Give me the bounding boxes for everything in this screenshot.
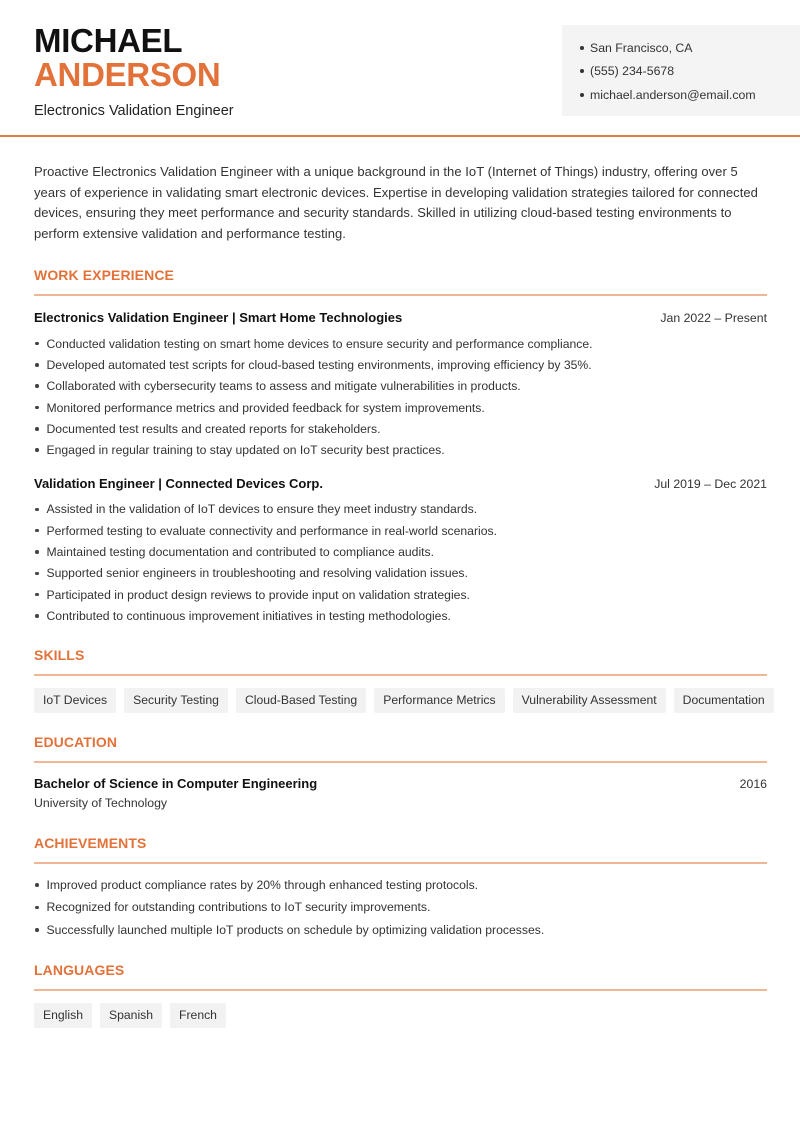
section-title: ACHIEVEMENTS (34, 834, 147, 851)
list-item (34, 563, 767, 584)
job-title: Electronics Validation Engineer (34, 103, 234, 119)
list-item (34, 605, 767, 626)
bullet-icon (580, 46, 584, 50)
bullet-icon (35, 928, 39, 932)
skill-chip: Cloud-Based Testing (236, 688, 366, 713)
list-item (34, 520, 767, 541)
bullet-text: Assisted in the validation of IoT devices to ensure they meet industry standards. (46, 502, 478, 517)
section-education (34, 733, 767, 810)
list-item (34, 333, 767, 354)
job-header (34, 475, 767, 493)
achievement-text: Improved product compliance rates by 20% through enhanced testing protocols. (46, 877, 479, 892)
language-chip: English (34, 1003, 92, 1028)
bullet-text: Participated in product design reviews to provide input on validation strategies. (46, 587, 470, 602)
section-divider (34, 674, 767, 676)
section-title: WORK EXPERIENCE (34, 267, 174, 283)
bullet-text: Contributed to continuous improvement initiatives in testing methodologies. (46, 608, 451, 623)
skill-chip: Performance Metrics (374, 688, 504, 713)
list-item (34, 418, 767, 439)
skill-chip: Vulnerability Assessment (513, 688, 666, 713)
section-divider (34, 989, 767, 991)
contact-box (562, 25, 800, 116)
graduation-year: 2016 (739, 776, 767, 791)
list-item (34, 354, 767, 375)
phone-text: (555) 234-5678 (590, 64, 675, 79)
list-item (34, 499, 767, 520)
section-title: LANGUAGES (34, 962, 125, 979)
language-chip: Spanish (100, 1003, 162, 1028)
section-divider (34, 761, 767, 763)
bullet-text: Supported senior engineers in troubleshooting and resolving validation issues. (46, 566, 468, 581)
skills-list (34, 688, 767, 713)
list-item (34, 874, 767, 897)
resume-body (34, 162, 767, 1028)
languages-list (34, 1003, 767, 1028)
name-block (34, 24, 234, 120)
bullet-text: Developed automated test scripts for cloud-based testing environments, improving efficiency by 35%. (46, 357, 592, 372)
bullet-icon (35, 363, 39, 367)
bullet-icon (35, 427, 39, 431)
list-item (34, 439, 767, 460)
bullet-icon (35, 384, 39, 388)
list-item (34, 896, 767, 919)
bullet-text: Maintained testing documentation and contributed to compliance audits. (46, 545, 435, 560)
email-text: michael.anderson@email.com (590, 87, 756, 102)
achievement-text: Successfully launched multiple IoT products on schedule by optimizing validation processes. (46, 922, 545, 937)
achievement-text: Recognized for outstanding contributions to IoT security improvements. (46, 900, 431, 915)
bullet-icon (35, 572, 39, 576)
bullet-text: Monitored performance metrics and provided feedback for system improvements. (46, 400, 485, 415)
list-item (34, 919, 767, 942)
contact-phone (580, 60, 800, 84)
last-name: ANDERSON (34, 56, 221, 93)
job-dates: Jan 2022 – Present (660, 311, 767, 325)
bullet-text: Documented test results and created reports for stakeholders. (46, 421, 381, 436)
job-bullets (34, 499, 767, 627)
list-item (34, 584, 767, 605)
bullet-icon (35, 448, 39, 452)
section-skills (34, 646, 767, 713)
section-languages (34, 961, 767, 1028)
bullet-icon (580, 93, 584, 97)
skill-chip: Security Testing (124, 688, 228, 713)
school: University of Technology (34, 795, 168, 810)
bullet-text: Engaged in regular training to stay updated on IoT security best practices. (46, 443, 445, 458)
language-chip: French (170, 1003, 226, 1028)
bullet-icon (35, 342, 39, 346)
bullet-icon (35, 508, 39, 512)
bullet-icon (35, 550, 39, 554)
bullet-icon (35, 529, 39, 533)
section-divider (34, 294, 767, 296)
skill-chip: IoT Devices (34, 688, 116, 713)
section-title: EDUCATION (34, 733, 118, 750)
resume-header (0, 0, 800, 137)
bullet-icon (35, 883, 39, 887)
section-work-experience (34, 266, 767, 627)
bullet-icon (35, 593, 39, 597)
degree: Bachelor of Science in Computer Engineering (34, 775, 318, 791)
summary: Proactive Electronics Validation Engineer with a unique background in the IoT (Internet of Things) industry, offering over 5 years of experience in validating smart electronic devices. Expertise in developing validation strategies tailored for connected devices, ensuring they meet performance and security standards. Skilled in utilizing cloud-based testing environments to perform extensive validation and performance testing. (34, 164, 758, 241)
job-role: Electronics Validation Engineer | Smart Home Technologies (34, 310, 403, 325)
bullet-text: Performed testing to evaluate connectivity and performance in real-world scenarios. (46, 523, 497, 538)
first-name: MICHAEL (34, 22, 183, 59)
contact-email (580, 83, 800, 107)
job-role: Validation Engineer | Connected Devices Corp. (34, 475, 323, 491)
bullet-icon (35, 906, 39, 910)
contact-location (580, 36, 800, 60)
location-text: San Francisco, CA (590, 40, 693, 55)
bullet-icon (35, 614, 39, 618)
list-item (34, 541, 767, 562)
job-entry (34, 309, 767, 461)
bullet-text: Collaborated with cybersecurity teams to assess and mitigate vulnerabilities in products. (46, 379, 521, 394)
job-entry (34, 475, 767, 627)
bullet-icon (35, 406, 39, 410)
education-header (34, 776, 767, 791)
section-achievements (34, 834, 767, 942)
achievements-list (34, 874, 767, 942)
bullet-text: Conducted validation testing on smart home devices to ensure security and performance compliance. (46, 336, 593, 351)
job-header (34, 309, 767, 327)
bullet-icon (580, 69, 584, 73)
job-dates: Jul 2019 – Dec 2021 (654, 476, 767, 491)
section-title: SKILLS (34, 646, 85, 663)
job-bullets (34, 333, 767, 461)
list-item (34, 376, 767, 397)
list-item (34, 397, 767, 418)
skill-chip: Documentation (674, 688, 774, 713)
section-divider (34, 862, 767, 864)
